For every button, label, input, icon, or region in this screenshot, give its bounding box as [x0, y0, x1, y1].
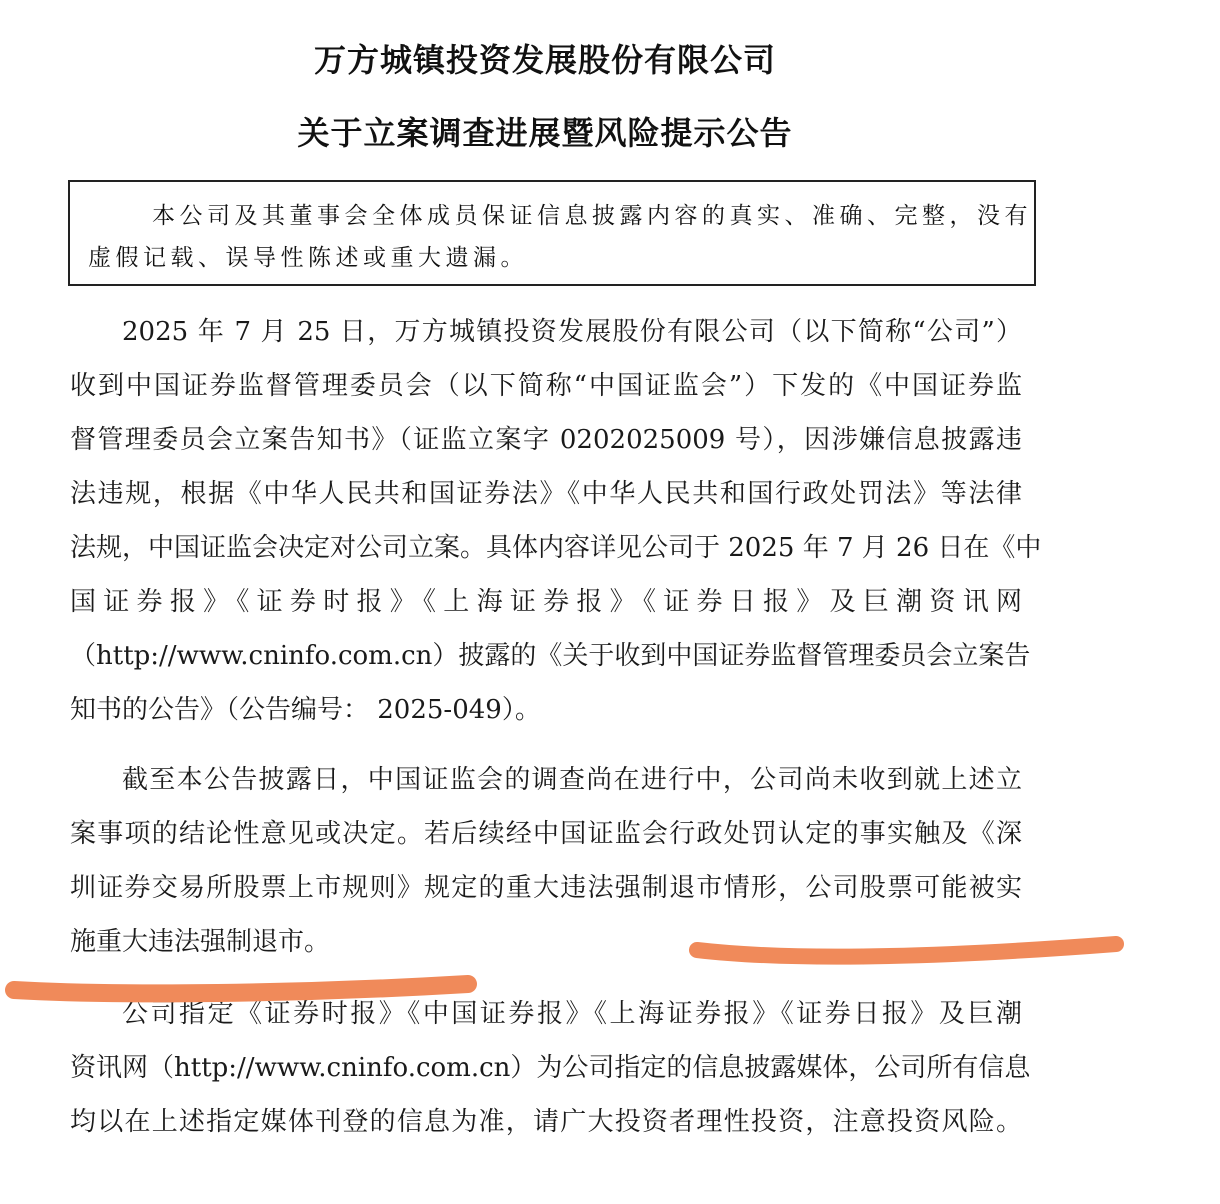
- paragraph-line: 截至本公告披露日，中国证监会的调查尚在进行中，公司尚未收到就上述立: [122, 765, 1022, 795]
- announcement-title: 关于立案调查进展暨风险提示公告: [297, 114, 793, 152]
- notice-line-2: 虚假记载、误导性陈述或重大遗漏。: [88, 245, 528, 271]
- paragraph-line: 收到中国证券监督管理委员会（以下简称“中国证监会”）下发的《中国证券监: [70, 371, 1022, 401]
- paragraph-line: 督管理委员会立案告知书》（证监立案字 0202025009 号），因涉嫌信息披露违: [70, 425, 1022, 455]
- paragraph-line: 施重大违法强制退市。: [70, 927, 331, 957]
- paragraph-line: 法规，中国证监会决定对公司立案。具体内容详见公司于 2025 年 7 月 26 日在《中: [70, 533, 1042, 563]
- paragraph-line: 公司指定《证券时报》《中国证券报》《上海证券报》《证券日报》及巨潮: [122, 999, 1022, 1029]
- paragraph-line: 资讯网（http://www.cninfo.com.cn）为公司指定的信息披露媒体，公司所有信息: [70, 1053, 1031, 1083]
- paragraph-line: 国证券报》《证券时报》《上海证券报》《证券日报》及巨潮资讯网: [70, 587, 1022, 617]
- board-guarantee-notice-box: [68, 180, 1036, 286]
- paragraph-line: （http://www.cninfo.com.cn）披露的《关于收到中国证券监督管理委员会立案告: [70, 641, 1031, 671]
- paragraph-line: 均以在上述指定媒体刊登的信息为准，请广大投资者理性投资，注意投资风险。: [70, 1107, 1022, 1137]
- company-name-title: 万方城镇投资发展股份有限公司: [313, 41, 776, 79]
- paragraph-line: 法违规，根据《中华人民共和国证券法》《中华人民共和国行政处罚法》等法律: [70, 479, 1022, 509]
- paragraph-line: 案事项的结论性意见或决定。若后续经中国证监会行政处罚认定的事实触及《深: [70, 819, 1022, 849]
- notice-line-1: 本公司及其董事会全体成员保证信息披露内容的真实、准确、完整，没有: [152, 203, 1032, 229]
- paragraph-line: 圳证券交易所股票上市规则》规定的重大违法强制退市情形，公司股票可能被实: [70, 873, 1022, 903]
- paragraph-line: 知书的公告》（公告编号： 2025-049）。: [70, 695, 541, 725]
- paragraph-line: 2025 年 7 月 25 日，万方城镇投资发展股份有限公司（以下简称“公司”）: [122, 317, 1022, 347]
